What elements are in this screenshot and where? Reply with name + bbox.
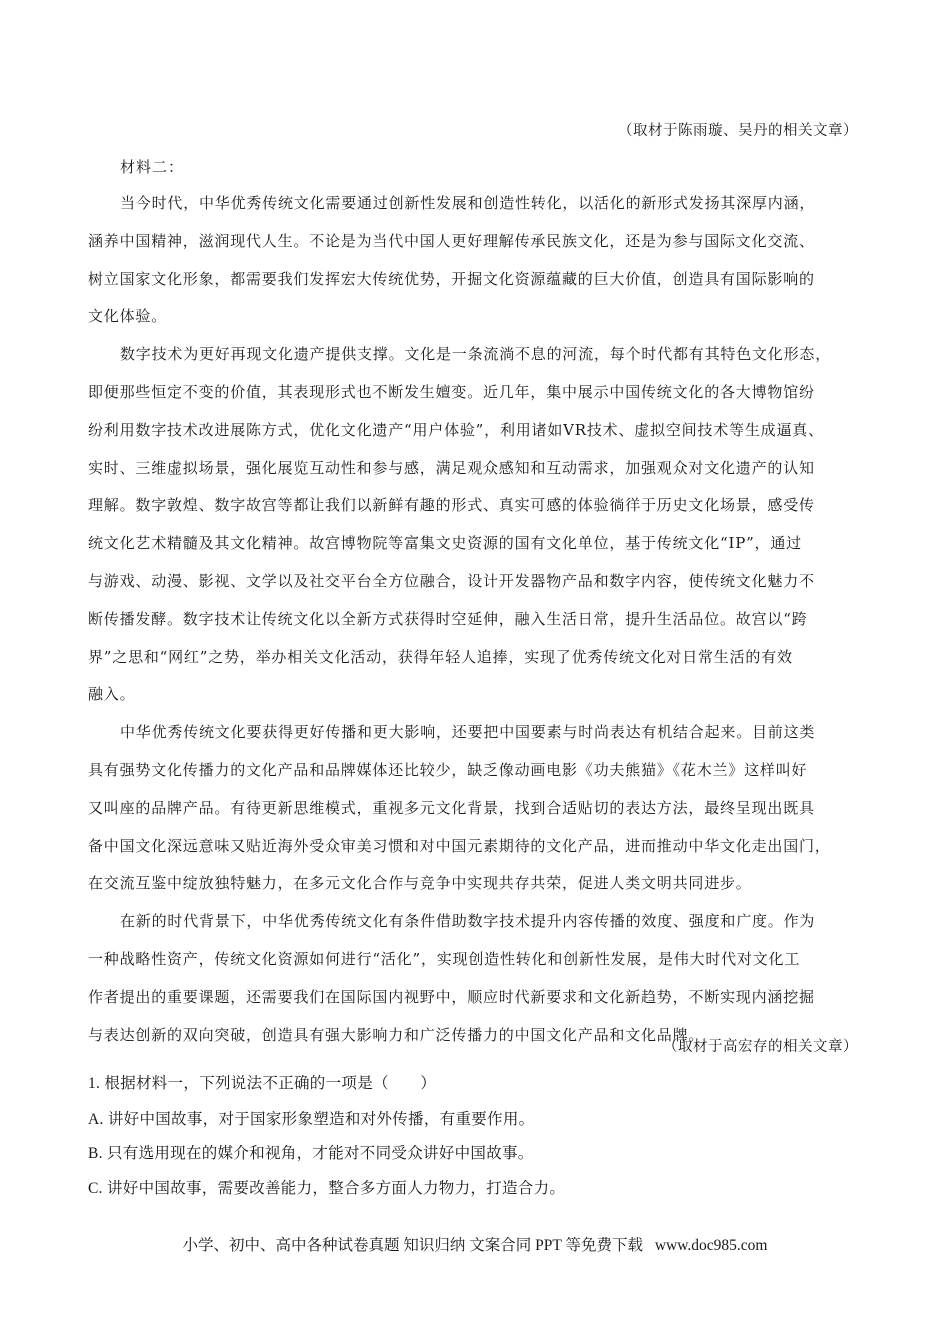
passage-line: 文化体验。: [88, 307, 168, 326]
passage-line: 数字技术为更好再现文化遗产提供支撑。文化是一条流淌不息的河流，每个时代都有其特色文化形态，: [120, 345, 832, 364]
source-citation-top: （取材于陈雨璇、吴丹的相关文章）: [618, 123, 858, 139]
passage-line: 具有强势文化传播力的文化产品和品牌媒体还比较少，缺乏像动画电影《功夫熊猫》《花木兰》这样叫好: [88, 761, 808, 779]
passage-line: 即便那些恒定不变的价值，其表现形式也不断发生嬗变。近几年，集中展示中国传统文化的各大博物馆纷: [88, 383, 815, 401]
passage-line: 中华优秀传统文化要获得更好传播和更大影响，还要把中国要素与时尚表达有机结合起来。目前这类: [120, 723, 816, 742]
passage-line: 树立国家文化形象，都需要我们发挥宏大传统优势，开掘文化资源蕴藏的巨大价值，创造具有国际影响的: [88, 269, 815, 288]
passage-line: 实时、三维虚拟场景，强化展览互动性和参与感，满足观众感知和互动需求，加强观众对文化遗产的认知: [88, 458, 815, 477]
passage-line: 作者提出的重要课题，还需要我们在国际国内视野中，顺应时代新要求和文化新趋势，不断实现内涵挖掘: [88, 987, 815, 1006]
footer-url[interactable]: www.doc985.com: [654, 1237, 768, 1254]
passage-line: 纷利用数字技术改进展陈方式，优化文化遗产“用户体验”，利用诸如VR技术、虚拟空间技术等生成逼真、: [88, 420, 824, 439]
option-a: A. 讲好中国故事，对于国家形象塑造和对外传播，有重要作用。: [88, 1111, 535, 1128]
passage-line: 断传播发酵。数字技术让传统文化以全新方式获得时空延伸，融入生活日常，提升生活品位。故宫以“跨: [88, 609, 808, 628]
passage-line: 与游戏、动漫、影视、文学以及社交平台全方位融合，设计开发器物产品和数字内容，使传统文化魅力不: [88, 572, 815, 590]
passage-line: 涵养中国精神，滋润现代人生。不论是为当代中国人更好理解传承民族文化，还是为参与国际文化交流、: [88, 231, 815, 250]
passage-line: 在交流互鉴中绽放独特魅力，在多元文化合作与竞争中实现共存共荣，促进人类文明共同进步。: [88, 874, 752, 893]
passage-line: 当今时代，中华优秀传统文化需要通过创新性发展和创造性转化，以活化的新形式发扬其深厚内涵，: [120, 194, 816, 212]
passage-line: 备中国文化深远意味又贴近海外受众审美习惯和对中国元素期待的文化产品，进而推动中华文化走出国门，: [88, 836, 831, 855]
passage-line: 一种战略性资产，传统文化资源如何进行“活化”，实现创造性转化和创新性发展，是伟大时代对文化工: [88, 950, 801, 968]
question-stem: 1. 根据材料一，下列说法不正确的一项是（ ）: [88, 1075, 437, 1092]
option-c: C. 讲好中国故事，需要改善能力，整合多方面人力物力，打造合力。: [88, 1180, 566, 1197]
section-heading: 材料二：: [120, 158, 185, 176]
page-footer: [0, 1233, 950, 1255]
passage-line: 融入。: [88, 685, 136, 704]
passage-line: 统文化艺术精髓及其文化精神。故宫博物院等富集文史资源的国有文化单位，基于传统文化“IP”，通过: [88, 534, 802, 553]
option-b: B. 只有选用现在的媒介和视角，才能对不同受众讲好中国故事。: [88, 1145, 534, 1162]
passage-line: 又叫座的品牌产品。有待更新思维模式，重视多元文化背景，找到合适贴切的表达方法，最终呈现出既具: [88, 798, 815, 817]
footer-text: 小学、初中、高中各种试卷真题 知识归纳 文案合同 PPT 等免费下载: [182, 1237, 643, 1254]
passage-line: 与表达创新的双向突破，创造具有强大影响力和广泛传播力的中国文化产品和文化品牌。: [88, 1025, 705, 1044]
source-citation-bottom: （取材于高宏存的相关文章）: [663, 1039, 858, 1055]
passage-line: 界”之思和“网红”之势，举办相关文化活动，获得年轻人追捧，实现了优秀传统文化对日常生活的有效: [88, 647, 793, 666]
passage-line: 理解。数字敦煌、数字故宫等都让我们以新鲜有趣的形式、真实可感的体验徜徉于历史文化场景，感受传: [88, 496, 815, 515]
passage-line: 在新的时代背景下，中华优秀传统文化有条件借助数字技术提升内容传播的效度、强度和广度。作为: [120, 912, 816, 931]
